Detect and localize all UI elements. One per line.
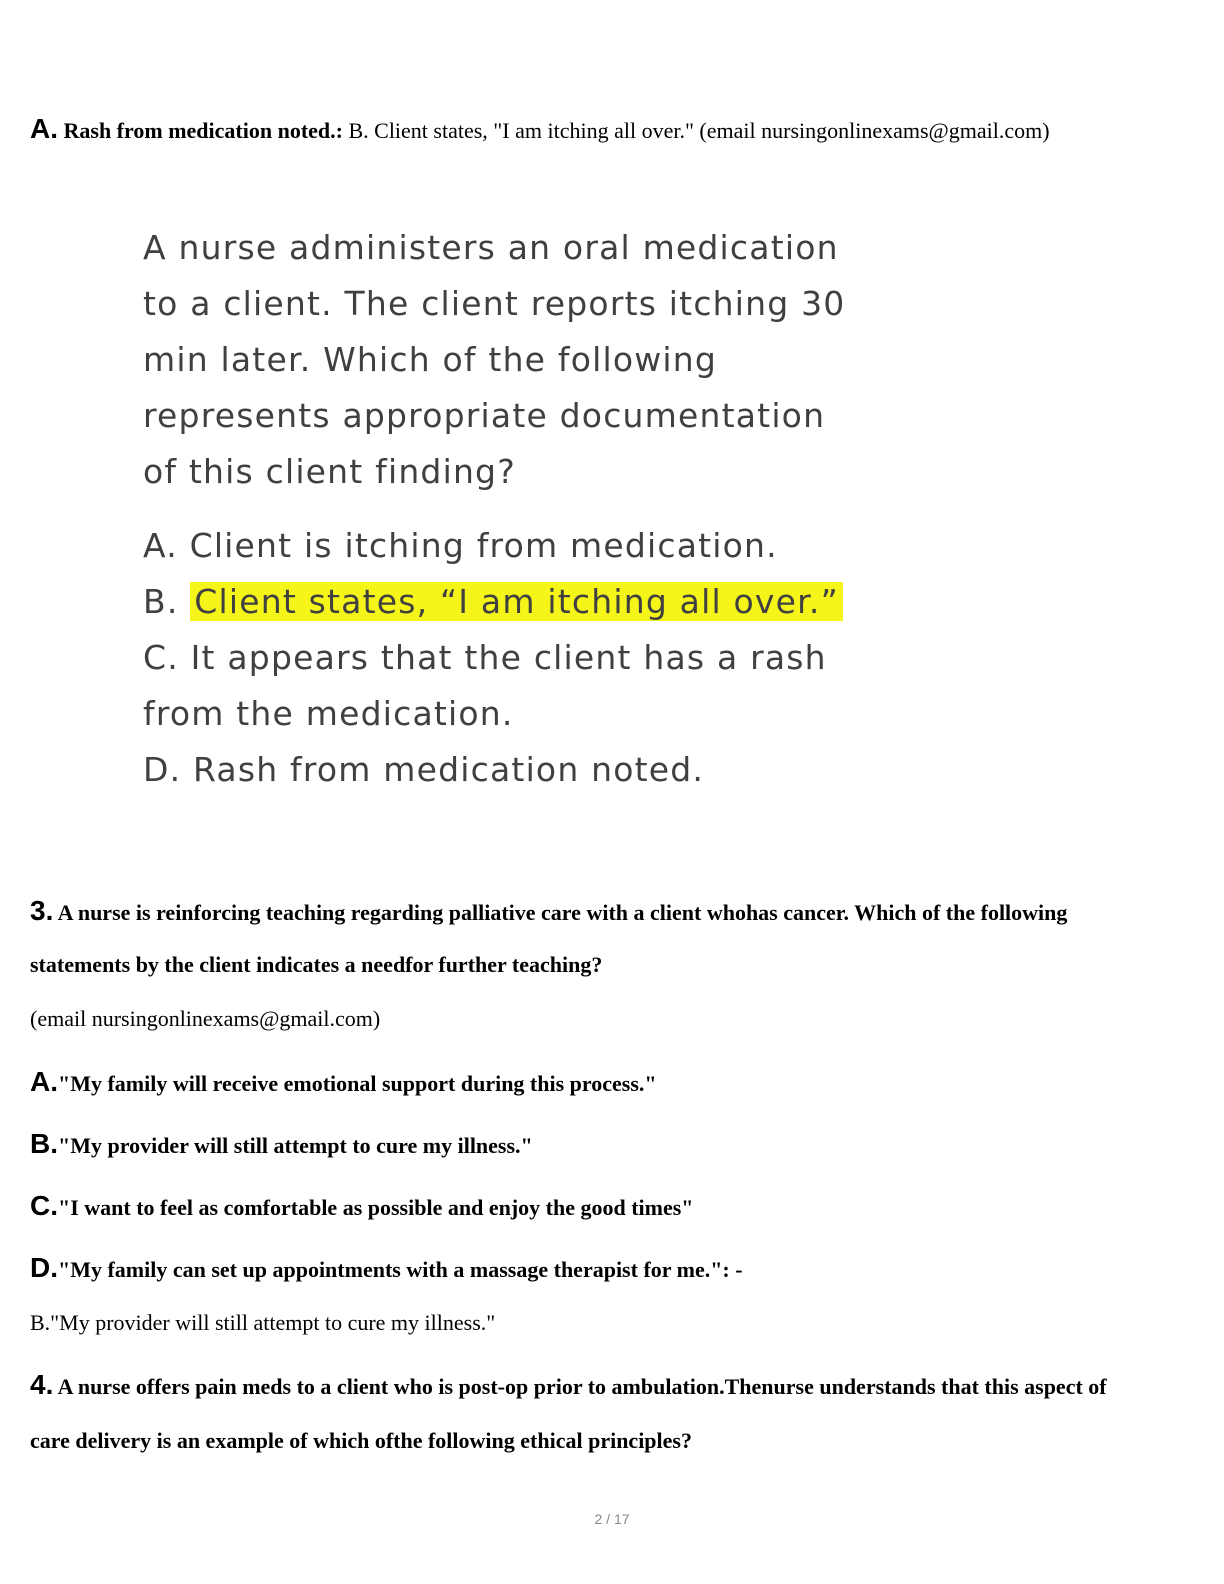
question-3-email: (email nursingonlinexams@gmail.com) [30,1006,381,1031]
option-text: "My family can set up appointments with a massage therapist for me.": - [58,1257,743,1282]
question-image-line: of this client finding? [143,452,516,491]
previous-answer-line [30,113,1050,145]
option-text: "My provider will still attempt to cure my illness." [58,1133,533,1158]
option-text: "My family will receive emotional support during this process." [58,1071,657,1096]
image-option-b [143,574,1083,630]
image-option-c: C. It appears that the client has a rash [143,638,827,677]
option-text: "I want to feel as comfortable as possible and enjoy the good times" [58,1195,694,1220]
question-4-line-2: care delivery is an example of which ofthe following ethical principles? [30,1428,692,1453]
question-3-option-a [30,1066,657,1098]
answer-bold-text: Rash from medication noted.: [63,118,343,143]
question-3-line-2: statements by the client indicates a needfor further teaching? [30,952,603,977]
question-image [143,220,1083,798]
question-image-line: represents appropriate documentation [143,396,826,435]
question-3-number: 3. [30,895,54,926]
question-3-option-d [30,1252,743,1284]
question-3-answer: B."My provider will still attempt to cure my illness." [30,1310,496,1335]
question-4-text: A nurse offers pain meds to a client who is post-op prior to ambulation.Thenurse understands that this aspect of [57,1374,1107,1399]
highlighted-correct-answer: Client states, “I am itching all over.” [190,582,843,621]
option-letter: B. [30,1128,58,1159]
question-3-line-1 [30,895,1067,927]
option-letter: A. [30,1066,58,1097]
question-4-number: 4. [30,1369,54,1400]
question-3-option-b [30,1128,533,1160]
image-option-a: A. Client is itching from medication. [143,526,778,565]
option-letter: C. [30,1190,58,1221]
question-3-option-c [30,1190,694,1222]
answer-letter: A. [30,113,58,144]
answer-rest-text: B. Client states, "I am itching all over." (email nursingonlinexams@gmail.com) [342,118,1050,143]
page-number: 2 / 17 [594,1511,630,1527]
question-3-text: A nurse is reinforcing teaching regarding palliative care with a client whohas cancer. Which of the following [57,900,1068,925]
question-image-line: to a client. The client reports itching 30 [143,284,846,323]
question-image-line: min later. Which of the following [143,340,718,379]
image-option-c-continued: from the medication. [143,694,514,733]
option-letter: D. [30,1252,58,1283]
image-option-d: D. Rash from medication noted. [143,750,705,789]
image-option-b-prefix: B. [143,582,191,621]
question-4-line-1 [30,1369,1107,1401]
question-image-line: A nurse administers an oral medication [143,228,839,267]
